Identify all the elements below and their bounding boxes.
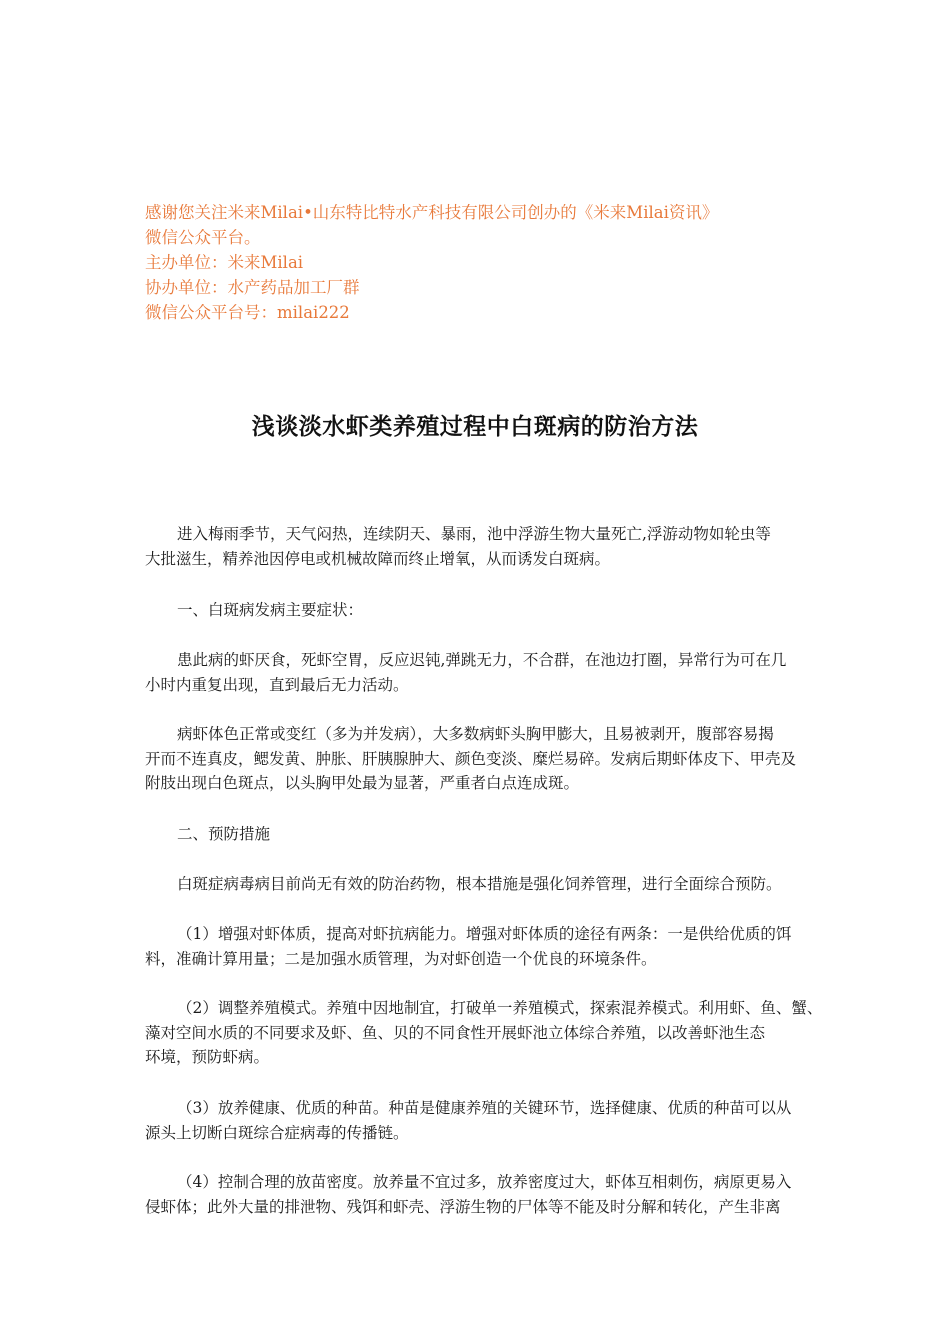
paragraph-line: 附肢出现白色斑点，以头胸甲处最为显著，严重者白点连成斑。: [145, 774, 580, 792]
paragraph-line: 进入梅雨季节，天气闷热，连续阴天、暴雨，池中浮游生物大量死亡,浮游动物如轮虫等: [177, 525, 771, 543]
paragraph: [145, 1170, 810, 1219]
paragraph-line: 料，准确计算用量；二是加强水质管理，为对虾创造一个优良的环境条件。: [145, 949, 657, 968]
paragraph-line: 开而不连真皮，鳃发黄、肿胀、肝胰腺肿大、颜色变淡、糜烂易碎。发病后期虾体皮下、甲壳及: [145, 749, 797, 768]
paragraph: [145, 522, 810, 571]
paragraph-line: （2）调整养殖模式。养殖中因地制宜，打破单一养殖模式，探索混养模式。利用虾、鱼、蟹、: [177, 999, 823, 1017]
paragraph-line: 大批滋生，精养池因停电或机械故障而终止增氧，从而诱发白斑病。: [145, 549, 611, 568]
paragraph-line: 侵虾体；此外大量的排泄物、残饵和虾壳、浮游生物的尸体等不能及时分解和转化，产生非离: [145, 1197, 781, 1216]
section-heading: [145, 822, 810, 847]
wechat-id-line: 微信公众平台号：milai222: [145, 303, 350, 322]
paragraph-line: 环境，预防虾病。: [145, 1048, 270, 1066]
platform-intro: [145, 200, 835, 325]
paragraph: [145, 922, 810, 971]
paragraph-line: （1）增强对虾体质，提高对虾抗病能力。增强对虾体质的途径有两条：一是供给优质的饵: [177, 925, 792, 943]
paragraph-line: （4）控制合理的放苗密度。放养量不宜过多，放养密度过大，虾体互相刺伤，病原更易入: [177, 1173, 792, 1191]
paragraph: [145, 872, 810, 897]
organizer-line: 主办单位：米来Milai: [145, 253, 304, 272]
paragraph-line: 藻对空间水质的不同要求及虾、鱼、贝的不同食性开展虾池立体综合养殖，以改善虾池生态: [145, 1023, 766, 1042]
paragraph: [145, 1096, 810, 1145]
section-heading: [145, 598, 810, 623]
paragraph-line: 小时内重复出现，直到最后无力活动。: [145, 675, 409, 694]
co-organizer-line: 协办单位：水产药品加工厂群: [145, 278, 360, 297]
paragraph: [145, 996, 823, 1070]
paragraph-line: 二、预防措施: [177, 825, 271, 843]
paragraph-line: 病虾体色正常或变红（多为并发病），大多数病虾头胸甲膨大，且易被剥开，腹部容易揭: [177, 725, 774, 743]
paragraph: [145, 648, 810, 697]
paragraph-line: 一、白斑病发病主要症状：: [177, 601, 364, 619]
paragraph-line: 源头上切断白斑综合症病毒的传播链。: [145, 1123, 409, 1142]
paragraph: [145, 722, 810, 796]
paragraph-line: 白斑症病毒病目前尚无有效的防治药物，根本措施是强化饲养管理，进行全面综合预防。: [177, 875, 782, 893]
intro-line: 感谢您关注米来Milai•山东特比特水产科技有限公司创办的《米来Milai资讯》: [145, 203, 719, 222]
paragraph-line: 患此病的虾厌食，死虾空胃，反应迟钝,弹跳无力，不合群，在池边打圈，异常行为可在几: [177, 651, 787, 669]
paragraph-line: （3）放养健康、优质的种苗。种苗是健康养殖的关键环节，选择健康、优质的种苗可以从: [177, 1099, 792, 1117]
intro-line: 微信公众平台。: [145, 228, 261, 247]
document-title: 浅谈淡水虾类养殖过程中白斑病的防治方法: [251, 414, 699, 440]
